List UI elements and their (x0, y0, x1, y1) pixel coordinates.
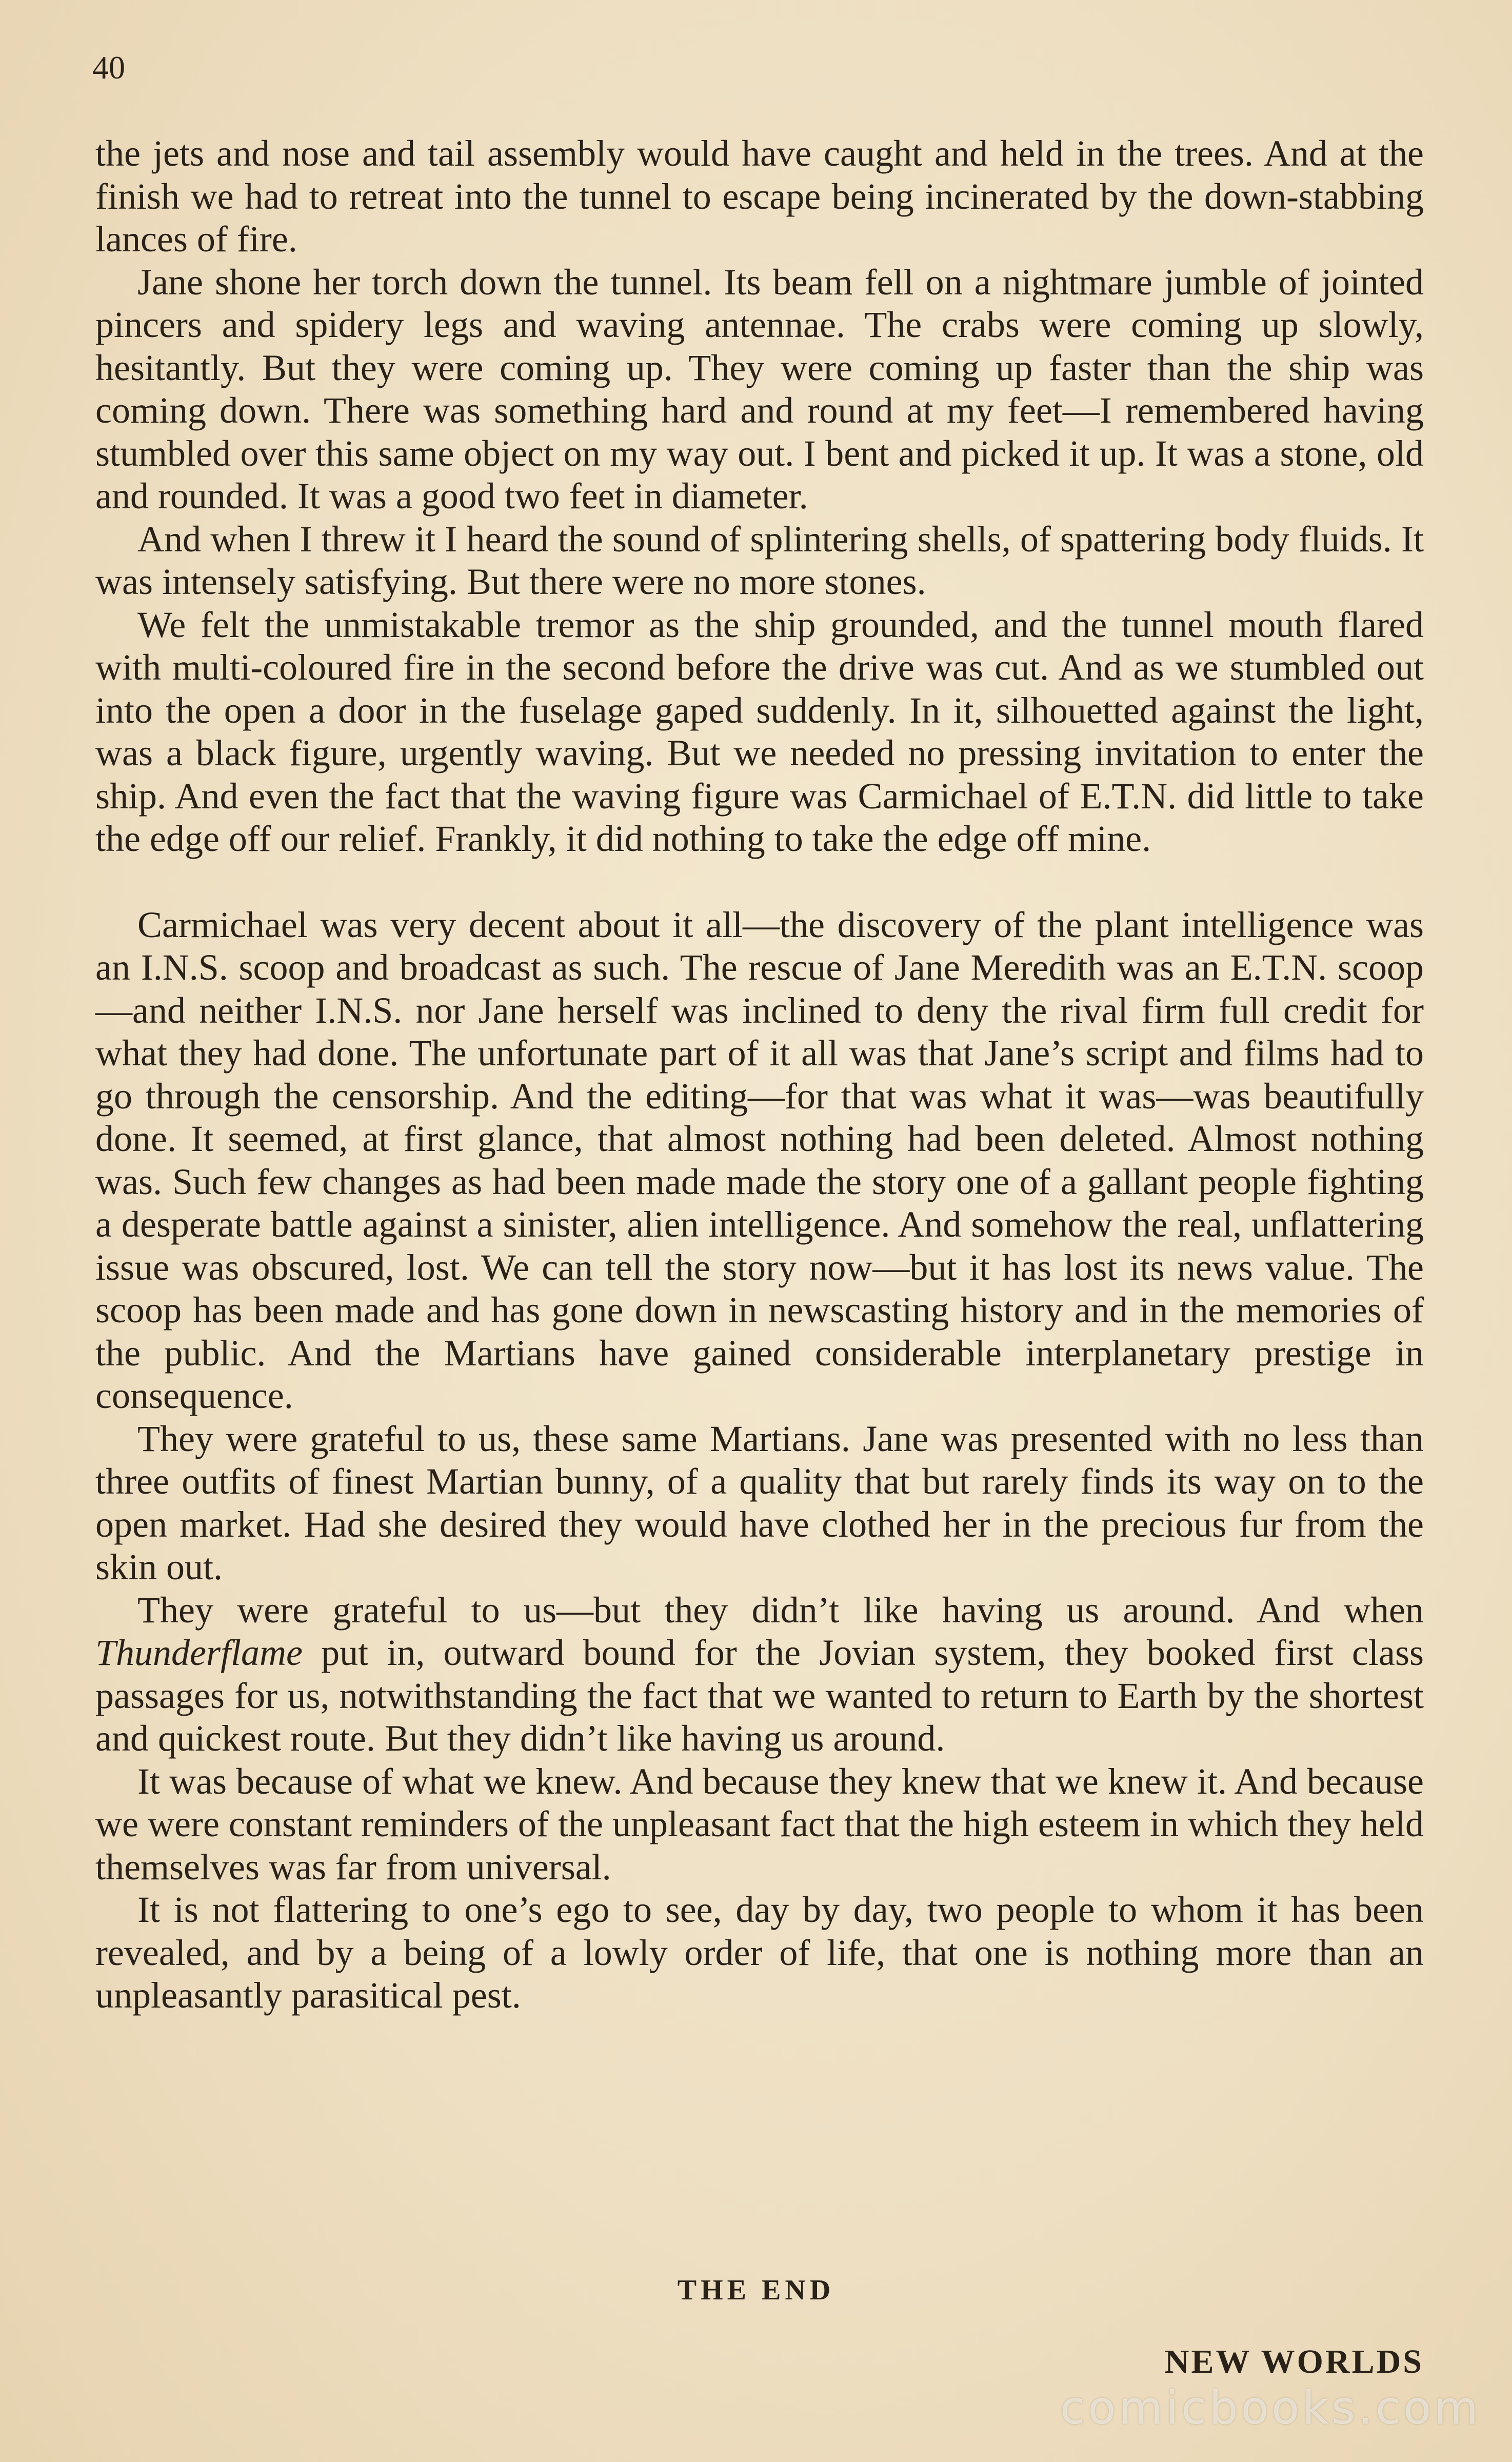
paragraph-text: They were grateful to us—but they didn’t like having us around. And when (137, 1589, 1424, 1631)
story-text (95, 132, 1424, 2017)
paragraph: And when I threw it I heard the sound of splintering shells, of spattering body fluids. It was intensely satisfying. But there were no more stones. (95, 518, 1424, 602)
the-end-marker: THE END (677, 2274, 835, 2306)
paragraph: It is not flattering to one’s ego to see, day by day, two people to whom it has been revealed, and by a being of a lowly order of life, that one is nothing more than an unpleasantly parasitical pest. (95, 1889, 1424, 2016)
paragraph: They were grateful to us, these same Martians. Jane was presented with no less than three outfits of finest Martian bunny, of a quality that but rarely finds its way on to the open market. Had she desired they would have clothed her in the precious fur from the skin out. (95, 1418, 1424, 1587)
section-break (95, 861, 1424, 904)
paragraph: the jets and nose and tail assembly would have caught and held in the trees. And at the finish we had to retreat into the tunnel to escape being incinerated by the down-stabbing lances of fire. (95, 133, 1424, 260)
paragraph: Jane shone her torch down the tunnel. Its beam fell on a nightmare jumble of jointed pincers and spidery legs and waving antennae. The crabs were coming up slowly, hesitantly. But they were coming up. They were coming up faster than the ship was coming down. There was something hard and round at my feet—I remembered having stumbled over this same object on my way out. I bent and picked it up. It was a stone, old and rounded. It was a good two feet in diameter. (95, 261, 1424, 517)
paragraph (95, 1589, 1424, 1760)
ship-name: Thunderflame (95, 1632, 303, 1673)
paragraph: It was because of what we knew. And because they knew that we knew it. And because we were constant reminders of the unpleasant fact that the high esteem in which they held themselves was far from universal. (95, 1760, 1424, 1888)
paragraph: Carmichael was very decent about it all—the discovery of the plant intelligence was an I.N.S. scoop and broadcast as such. The rescue of Jane Meredith was an E.T.N. scoop—and neither I.N.S. nor Jane herself was inclined to deny the rival firm full credit for what they had done. The unfortunate part of it all was that Jane’s script and films had to go through the censorship. And the editing—for that was what it was—was beautifully done. It seemed, at first glance, that almost nothing had been deleted. Almost nothing was. Such few changes as had been made made the story one of a gallant people fighting a desperate battle against a sinister, alien intelligence. And somehow the real, unflattering issue was obscured, lost. We can tell the story now—but it has lost its news value. The scoop has been made and has gone down in newscasting history and in the memories of the public. And the Martians have gained considerable interplanetary prestige in consequence. (95, 904, 1424, 1416)
paragraph-text: put in, outward bound for the Jovian system, they booked first class passages for us, notwithstanding the fact that we wanted to return to Earth by the shortest and quickest route. But they didn’t like having us around. (95, 1632, 1424, 1759)
paragraph: We felt the unmistakable tremor as the ship grounded, and the tunnel mouth flared with multi-coloured fire in the second before the drive was cut. And as we stumbled out into the open a door in the fuselage gaped suddenly. In it, silhouetted against the light, was a black figure, urgently waving. But we needed no pressing invitation to enter the ship. And even the fact that the waving figure was Carmichael of E.T.N. did little to take the edge off our relief. Frankly, it did nothing to take the edge off mine. (95, 604, 1424, 859)
watermark: comicbooks.com (1060, 2381, 1481, 2434)
magazine-title-footer: NEW WORLDS (1164, 2343, 1424, 2380)
page-number: 40 (92, 49, 125, 86)
